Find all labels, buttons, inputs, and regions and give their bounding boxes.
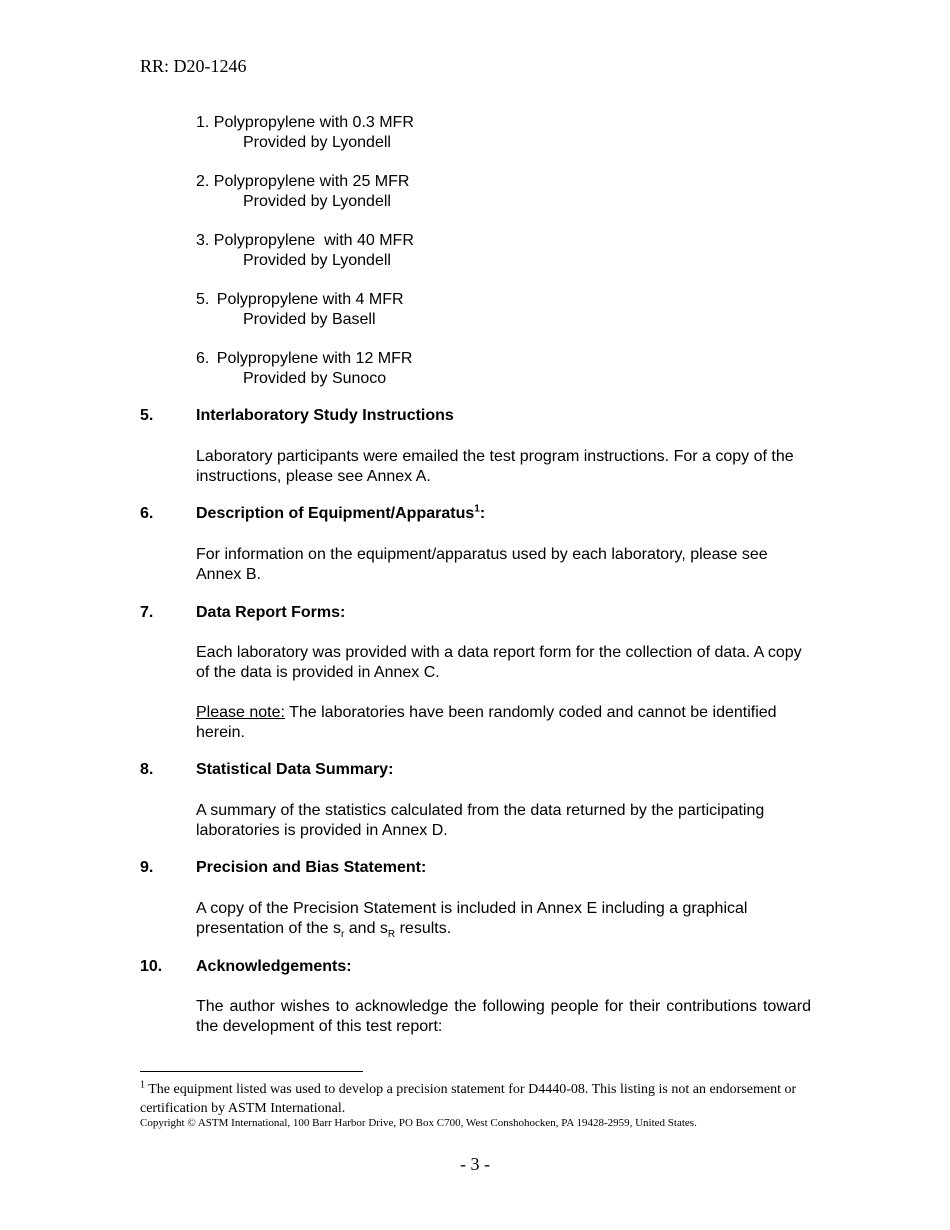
subscript-R: R — [387, 929, 396, 941]
body-text: results. — [395, 920, 452, 937]
material-number: 5. — [196, 291, 210, 308]
section-number: 8. — [140, 761, 154, 778]
footnote-marker: 1 — [140, 1079, 145, 1091]
section-title-precision-bias: Precision and Bias Statement: — [196, 859, 427, 876]
footnote-ref: 1 — [474, 503, 480, 515]
section-body-data-report-forms: Each laboratory was provided with a data report form for the collection of data. A copy of the data is provided in Annex C. — [196, 644, 802, 681]
section-body-study-instructions: Laboratory participants were emailed the test program instructions. For a copy of the instructions, please see Annex A. — [196, 448, 794, 485]
section-title-data-report-forms: Data Report Forms: — [196, 604, 346, 621]
material-number: 6. — [196, 350, 210, 367]
section-number: 10. — [140, 958, 163, 975]
note-label: Please note: — [196, 704, 285, 721]
material-item-2 — [196, 172, 409, 192]
material-provider: Provided by Lyondell — [243, 252, 391, 269]
material-item-1 — [196, 113, 414, 133]
footnote — [140, 1080, 840, 1118]
section-title-acknowledgements: Acknowledgements: — [196, 958, 352, 975]
section-body-statistical-summary: A summary of the statistics calculated from the data returned by the participating laboratories is provided in Annex D. — [196, 802, 765, 839]
material-provider: Provided by Lyondell — [243, 193, 391, 210]
material-provider: Provided by Lyondell — [243, 134, 391, 151]
material-name: Polypropylene with 0.3 MFR — [213, 114, 414, 131]
footnote-divider — [140, 1071, 363, 1072]
material-item-6 — [196, 349, 412, 369]
note-body: The laboratories have been randomly coded and cannot be identified herein. — [196, 704, 777, 741]
section-title-study-instructions: Interlaboratory Study Instructions — [196, 407, 454, 424]
section-title-text: Description of Equipment/Apparatus — [196, 505, 475, 522]
section-number: 5. — [140, 407, 154, 424]
copyright-notice: Copyright © ASTM International, 100 Barr Harbor Drive, PO Box C700, West Conshohocken, PA 19428-2959, United States. — [140, 1117, 697, 1129]
page-number: - 3 - — [460, 1154, 490, 1174]
material-name: Polypropylene with 25 MFR — [213, 173, 410, 190]
section-title-statistical-summary: Statistical Data Summary: — [196, 761, 394, 778]
report-id-header: RR: D20-1246 — [140, 56, 247, 76]
body-text: and s — [344, 920, 388, 937]
material-name: Polypropylene with 40 MFR — [213, 232, 414, 249]
material-provider: Provided by Basell — [243, 311, 376, 328]
material-number: 3. — [196, 232, 210, 249]
material-item-3 — [196, 231, 414, 251]
section-body-precision-bias — [196, 899, 811, 939]
subscript-r: r — [340, 929, 345, 941]
material-name: Polypropylene with 4 MFR — [216, 291, 404, 308]
section-title-equipment — [196, 505, 485, 523]
material-name: Polypropylene with 12 MFR — [216, 350, 413, 367]
material-number: 2. — [196, 173, 210, 190]
section-body-equipment: For information on the equipment/apparatus used by each laboratory, please see Annex B. — [196, 546, 768, 583]
section-title-suffix: : — [479, 505, 486, 522]
section-number: 6. — [140, 505, 154, 522]
material-provider: Provided by Sunoco — [243, 370, 387, 387]
footnote-text: The equipment listed was used to develop a precision statement for D4440-08. This listing is not an endorsement or certification by ASTM International. — [140, 1082, 797, 1116]
section-number: 9. — [140, 859, 154, 876]
section-number: 7. — [140, 604, 154, 621]
body-text: A copy of the Precision Statement is included in Annex E including a graphical presentation of the s — [196, 900, 748, 937]
material-item-5 — [196, 290, 404, 310]
section-note — [196, 703, 811, 743]
material-number: 1. — [196, 114, 210, 131]
section-body-acknowledgements: The author wishes to acknowledge the following people for their contributions toward the development of this test report: — [196, 998, 811, 1035]
